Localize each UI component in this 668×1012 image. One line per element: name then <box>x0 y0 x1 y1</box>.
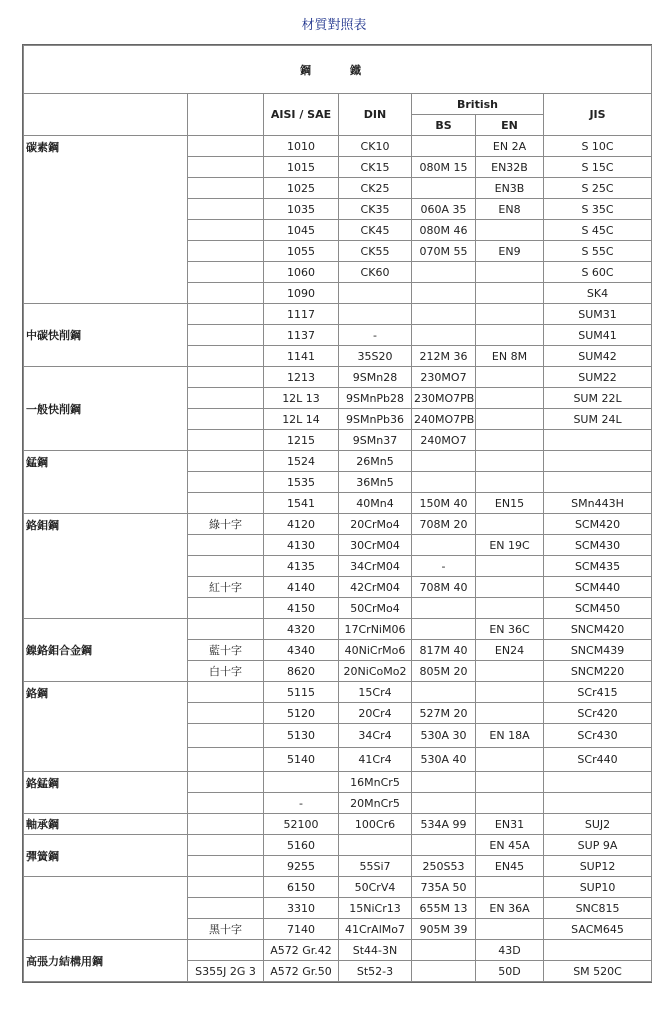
aisi-cell: 4150 <box>264 598 339 619</box>
bs-cell <box>412 535 476 556</box>
en-cell: EN 45A <box>476 835 544 856</box>
aisi-cell: 1215 <box>264 430 339 451</box>
en-cell <box>476 748 544 772</box>
sub-cell <box>188 703 264 724</box>
aisi-cell: 4135 <box>264 556 339 577</box>
jis-cell: SCM440 <box>544 577 652 598</box>
aisi-cell: 12L 14 <box>264 409 339 430</box>
en-cell <box>476 919 544 940</box>
sub-cell <box>188 724 264 748</box>
jis-cell: SNCM439 <box>544 640 652 661</box>
bs-cell: 060A 35 <box>412 199 476 220</box>
din-cell: 40NiCrMo6 <box>339 640 412 661</box>
aisi-cell: 4130 <box>264 535 339 556</box>
din-cell <box>339 283 412 304</box>
en-cell: EN32B <box>476 157 544 178</box>
jis-cell: SM 520C <box>544 961 652 982</box>
din-cell: CK10 <box>339 136 412 157</box>
category-cell: 鉻鉬鋼 <box>24 514 188 619</box>
sub-cell: 黑十字 <box>188 919 264 940</box>
jis-cell <box>544 472 652 493</box>
header-blank-sub <box>188 94 264 136</box>
bs-cell <box>412 262 476 283</box>
jis-cell: SNC815 <box>544 898 652 919</box>
aisi-cell: 6150 <box>264 877 339 898</box>
din-cell: 9SMn28 <box>339 367 412 388</box>
aisi-cell: 1025 <box>264 178 339 199</box>
sub-cell <box>188 535 264 556</box>
din-cell: 35S20 <box>339 346 412 367</box>
bs-cell <box>412 136 476 157</box>
aisi-cell: 1055 <box>264 241 339 262</box>
sub-cell <box>188 748 264 772</box>
table-body <box>24 136 652 982</box>
din-cell: 20CrMo4 <box>339 514 412 535</box>
din-cell: 41Cr4 <box>339 748 412 772</box>
bs-cell: 150M 40 <box>412 493 476 514</box>
table-row <box>24 682 652 703</box>
jis-cell: SUP12 <box>544 856 652 877</box>
table-title: 鋼 鐵 <box>24 46 652 94</box>
sub-cell <box>188 772 264 793</box>
header-aisi: AISI / SAE <box>264 94 339 136</box>
sub-cell: 白十字 <box>188 661 264 682</box>
bs-cell <box>412 472 476 493</box>
bs-cell: 530A 30 <box>412 724 476 748</box>
sub-cell <box>188 178 264 199</box>
aisi-cell: 1045 <box>264 220 339 241</box>
en-cell <box>476 514 544 535</box>
table-row <box>24 451 652 472</box>
en-cell: 43D <box>476 940 544 961</box>
sub-cell <box>188 835 264 856</box>
en-cell <box>476 793 544 814</box>
aisi-cell: 1090 <box>264 283 339 304</box>
en-cell <box>476 703 544 724</box>
bs-cell <box>412 283 476 304</box>
bs-cell: 708M 40 <box>412 577 476 598</box>
table-row <box>24 136 652 157</box>
aisi-cell: A572 Gr.50 <box>264 961 339 982</box>
din-cell: CK45 <box>339 220 412 241</box>
en-cell <box>476 325 544 346</box>
sub-cell <box>188 262 264 283</box>
bs-cell <box>412 325 476 346</box>
en-cell <box>476 409 544 430</box>
category-cell: 高張力結構用鋼 <box>24 940 188 982</box>
din-cell: 9SMnPb36 <box>339 409 412 430</box>
en-cell <box>476 388 544 409</box>
din-cell: 41CrAlMo7 <box>339 919 412 940</box>
aisi-cell: 1060 <box>264 262 339 283</box>
din-cell: 15Cr4 <box>339 682 412 703</box>
en-cell: 50D <box>476 961 544 982</box>
sub-cell <box>188 472 264 493</box>
sub-cell <box>188 682 264 703</box>
jis-cell: SNCM220 <box>544 661 652 682</box>
aisi-cell: 7140 <box>264 919 339 940</box>
sub-cell <box>188 493 264 514</box>
din-cell: CK15 <box>339 157 412 178</box>
jis-cell <box>544 451 652 472</box>
jis-cell: SUP 9A <box>544 835 652 856</box>
din-cell: CK25 <box>339 178 412 199</box>
aisi-cell: 1541 <box>264 493 339 514</box>
table-row <box>24 304 652 325</box>
category-cell: 中碳快削鋼 <box>24 304 188 367</box>
bs-cell: 905M 39 <box>412 919 476 940</box>
sub-cell <box>188 814 264 835</box>
material-comparison-table <box>23 45 652 982</box>
bs-cell: 250S53 <box>412 856 476 877</box>
aisi-cell: 1535 <box>264 472 339 493</box>
bs-cell: 527M 20 <box>412 703 476 724</box>
table-row <box>24 940 652 961</box>
en-cell: EN 8M <box>476 346 544 367</box>
header-bs: BS <box>412 115 476 136</box>
jis-cell: SCM435 <box>544 556 652 577</box>
aisi-cell <box>264 772 339 793</box>
bs-cell: 805M 20 <box>412 661 476 682</box>
bs-cell: 080M 15 <box>412 157 476 178</box>
jis-cell: S 45C <box>544 220 652 241</box>
din-cell: 100Cr6 <box>339 814 412 835</box>
aisi-cell: 4320 <box>264 619 339 640</box>
en-cell: EN15 <box>476 493 544 514</box>
sub-cell <box>188 556 264 577</box>
din-cell: 17CrNiM06 <box>339 619 412 640</box>
din-cell: 30CrM04 <box>339 535 412 556</box>
jis-cell: SUM22 <box>544 367 652 388</box>
jis-cell: SUM42 <box>544 346 652 367</box>
bs-cell <box>412 451 476 472</box>
table-row <box>24 877 652 898</box>
din-cell: St52-3 <box>339 961 412 982</box>
sub-cell <box>188 283 264 304</box>
category-cell: 鎳鉻鉬合金鋼 <box>24 619 188 682</box>
en-cell <box>476 367 544 388</box>
table-row <box>24 514 652 535</box>
bs-cell: 530A 40 <box>412 748 476 772</box>
aisi-cell: 1137 <box>264 325 339 346</box>
sub-cell <box>188 241 264 262</box>
din-cell: 20NiCoMo2 <box>339 661 412 682</box>
din-cell: 50CrMo4 <box>339 598 412 619</box>
din-cell: 9SMnPb28 <box>339 388 412 409</box>
bs-cell <box>412 793 476 814</box>
din-cell: 42CrM04 <box>339 577 412 598</box>
din-cell: 9SMn37 <box>339 430 412 451</box>
aisi-cell: - <box>264 793 339 814</box>
jis-cell: SNCM420 <box>544 619 652 640</box>
aisi-cell: 1015 <box>264 157 339 178</box>
en-cell: EN9 <box>476 241 544 262</box>
jis-cell: SUM 22L <box>544 388 652 409</box>
table-row <box>24 814 652 835</box>
jis-cell <box>544 772 652 793</box>
bs-cell: 655M 13 <box>412 898 476 919</box>
en-cell: EN3B <box>476 178 544 199</box>
aisi-cell: 1524 <box>264 451 339 472</box>
sub-cell <box>188 451 264 472</box>
aisi-cell: 5130 <box>264 724 339 748</box>
jis-cell: SCM420 <box>544 514 652 535</box>
aisi-cell: 5115 <box>264 682 339 703</box>
jis-cell: SCr415 <box>544 682 652 703</box>
sub-cell <box>188 325 264 346</box>
bs-cell: - <box>412 556 476 577</box>
sub-cell <box>188 304 264 325</box>
category-cell: 鉻鋼 <box>24 682 188 772</box>
din-cell <box>339 835 412 856</box>
sub-cell <box>188 409 264 430</box>
sub-cell <box>188 598 264 619</box>
en-cell <box>476 262 544 283</box>
en-cell <box>476 598 544 619</box>
category-cell: 鉻錳鋼 <box>24 772 188 814</box>
category-cell: 彈簧鋼 <box>24 835 188 877</box>
bs-cell <box>412 772 476 793</box>
bs-cell <box>412 835 476 856</box>
sub-cell <box>188 157 264 178</box>
header-blank-category <box>24 94 188 136</box>
jis-cell: SUM31 <box>544 304 652 325</box>
en-cell <box>476 772 544 793</box>
bs-cell <box>412 619 476 640</box>
category-cell: 錳鋼 <box>24 451 188 514</box>
sub-cell: 藍十字 <box>188 640 264 661</box>
din-cell: 34CrM04 <box>339 556 412 577</box>
jis-cell: S 10C <box>544 136 652 157</box>
aisi-cell: 1117 <box>264 304 339 325</box>
jis-cell <box>544 430 652 451</box>
aisi-cell: 9255 <box>264 856 339 877</box>
category-cell <box>24 877 188 940</box>
bs-cell: 735A 50 <box>412 877 476 898</box>
jis-cell <box>544 793 652 814</box>
category-cell: 碳素鋼 <box>24 136 188 304</box>
jis-cell: SACM645 <box>544 919 652 940</box>
din-cell: - <box>339 325 412 346</box>
jis-cell: SCM450 <box>544 598 652 619</box>
aisi-cell: A572 Gr.42 <box>264 940 339 961</box>
table-row <box>24 619 652 640</box>
din-cell: 40Mn4 <box>339 493 412 514</box>
din-cell: 34Cr4 <box>339 724 412 748</box>
din-cell: CK60 <box>339 262 412 283</box>
en-cell <box>476 682 544 703</box>
din-cell: 20MnCr5 <box>339 793 412 814</box>
aisi-cell: 4140 <box>264 577 339 598</box>
sub-cell: 綠十字 <box>188 514 264 535</box>
bs-cell <box>412 304 476 325</box>
en-cell: EN45 <box>476 856 544 877</box>
en-cell <box>476 556 544 577</box>
bs-cell: 534A 99 <box>412 814 476 835</box>
table-row <box>24 835 652 856</box>
jis-cell <box>544 940 652 961</box>
jis-cell: SMn443H <box>544 493 652 514</box>
jis-cell: S 55C <box>544 241 652 262</box>
jis-cell: SCr440 <box>544 748 652 772</box>
sub-cell <box>188 136 264 157</box>
sub-cell <box>188 430 264 451</box>
aisi-cell: 12L 13 <box>264 388 339 409</box>
en-cell: EN24 <box>476 640 544 661</box>
en-cell <box>476 220 544 241</box>
jis-cell: SUJ2 <box>544 814 652 835</box>
aisi-cell: 5160 <box>264 835 339 856</box>
sub-cell <box>188 388 264 409</box>
en-cell <box>476 577 544 598</box>
din-cell: 16MnCr5 <box>339 772 412 793</box>
en-cell: EN 36A <box>476 898 544 919</box>
sub-cell <box>188 619 264 640</box>
aisi-cell: 3310 <box>264 898 339 919</box>
sub-cell <box>188 199 264 220</box>
din-cell: 55Si7 <box>339 856 412 877</box>
table-row <box>24 367 652 388</box>
sub-cell <box>188 877 264 898</box>
aisi-cell: 5120 <box>264 703 339 724</box>
din-cell: CK55 <box>339 241 412 262</box>
en-cell <box>476 472 544 493</box>
sub-cell <box>188 346 264 367</box>
category-cell: 一般快削鋼 <box>24 367 188 451</box>
din-cell: 50CrV4 <box>339 877 412 898</box>
header-din: DIN <box>339 94 412 136</box>
sub-cell <box>188 220 264 241</box>
en-cell <box>476 877 544 898</box>
jis-cell: S 35C <box>544 199 652 220</box>
comparison-table-frame <box>22 44 652 983</box>
jis-cell: SUP10 <box>544 877 652 898</box>
aisi-cell: 8620 <box>264 661 339 682</box>
aisi-cell: 52100 <box>264 814 339 835</box>
jis-cell: S 25C <box>544 178 652 199</box>
sub-cell <box>188 793 264 814</box>
en-cell: EN 36C <box>476 619 544 640</box>
bs-cell: 230MO7PB <box>412 388 476 409</box>
en-cell <box>476 283 544 304</box>
bs-cell: 240MO7 <box>412 430 476 451</box>
bs-cell <box>412 682 476 703</box>
din-cell: 15NiCr13 <box>339 898 412 919</box>
din-cell: 36Mn5 <box>339 472 412 493</box>
sub-cell <box>188 940 264 961</box>
en-cell: EN 18A <box>476 724 544 748</box>
aisi-cell: 1213 <box>264 367 339 388</box>
bs-cell: 708M 20 <box>412 514 476 535</box>
bs-cell: 080M 46 <box>412 220 476 241</box>
bs-cell <box>412 598 476 619</box>
jis-cell: SCM430 <box>544 535 652 556</box>
en-cell <box>476 304 544 325</box>
jis-cell: S 15C <box>544 157 652 178</box>
aisi-cell: 5140 <box>264 748 339 772</box>
page-title: 材質對照表 <box>301 18 367 33</box>
aisi-cell: 4120 <box>264 514 339 535</box>
en-cell <box>476 451 544 472</box>
jis-cell: S 60C <box>544 262 652 283</box>
jis-cell: SCr430 <box>544 724 652 748</box>
en-cell: EN 2A <box>476 136 544 157</box>
bs-cell: 240MO7PB <box>412 409 476 430</box>
en-cell: EN31 <box>476 814 544 835</box>
aisi-cell: 4340 <box>264 640 339 661</box>
category-cell: 軸承鋼 <box>24 814 188 835</box>
din-cell <box>339 304 412 325</box>
din-cell: 20Cr4 <box>339 703 412 724</box>
en-cell <box>476 661 544 682</box>
header-jis: JIS <box>544 94 652 136</box>
bs-cell <box>412 178 476 199</box>
sub-cell <box>188 367 264 388</box>
en-cell: EN8 <box>476 199 544 220</box>
bs-cell <box>412 961 476 982</box>
bs-cell: 212M 36 <box>412 346 476 367</box>
aisi-cell: 1141 <box>264 346 339 367</box>
aisi-cell: 1035 <box>264 199 339 220</box>
header-british: British <box>412 94 544 115</box>
jis-cell: SUM41 <box>544 325 652 346</box>
sub-cell <box>188 898 264 919</box>
header-en: EN <box>476 115 544 136</box>
bs-cell: 070M 55 <box>412 241 476 262</box>
din-cell: CK35 <box>339 199 412 220</box>
table-row <box>24 772 652 793</box>
bs-cell: 230MO7 <box>412 367 476 388</box>
en-cell: EN 19C <box>476 535 544 556</box>
aisi-cell: 1010 <box>264 136 339 157</box>
jis-cell: SCr420 <box>544 703 652 724</box>
sub-cell <box>188 856 264 877</box>
en-cell <box>476 430 544 451</box>
bs-cell <box>412 940 476 961</box>
din-cell: St44-3N <box>339 940 412 961</box>
jis-cell: SK4 <box>544 283 652 304</box>
sub-cell: S355J 2G 3 <box>188 961 264 982</box>
bs-cell: 817M 40 <box>412 640 476 661</box>
sub-cell: 紅十字 <box>188 577 264 598</box>
jis-cell: SUM 24L <box>544 409 652 430</box>
din-cell: 26Mn5 <box>339 451 412 472</box>
